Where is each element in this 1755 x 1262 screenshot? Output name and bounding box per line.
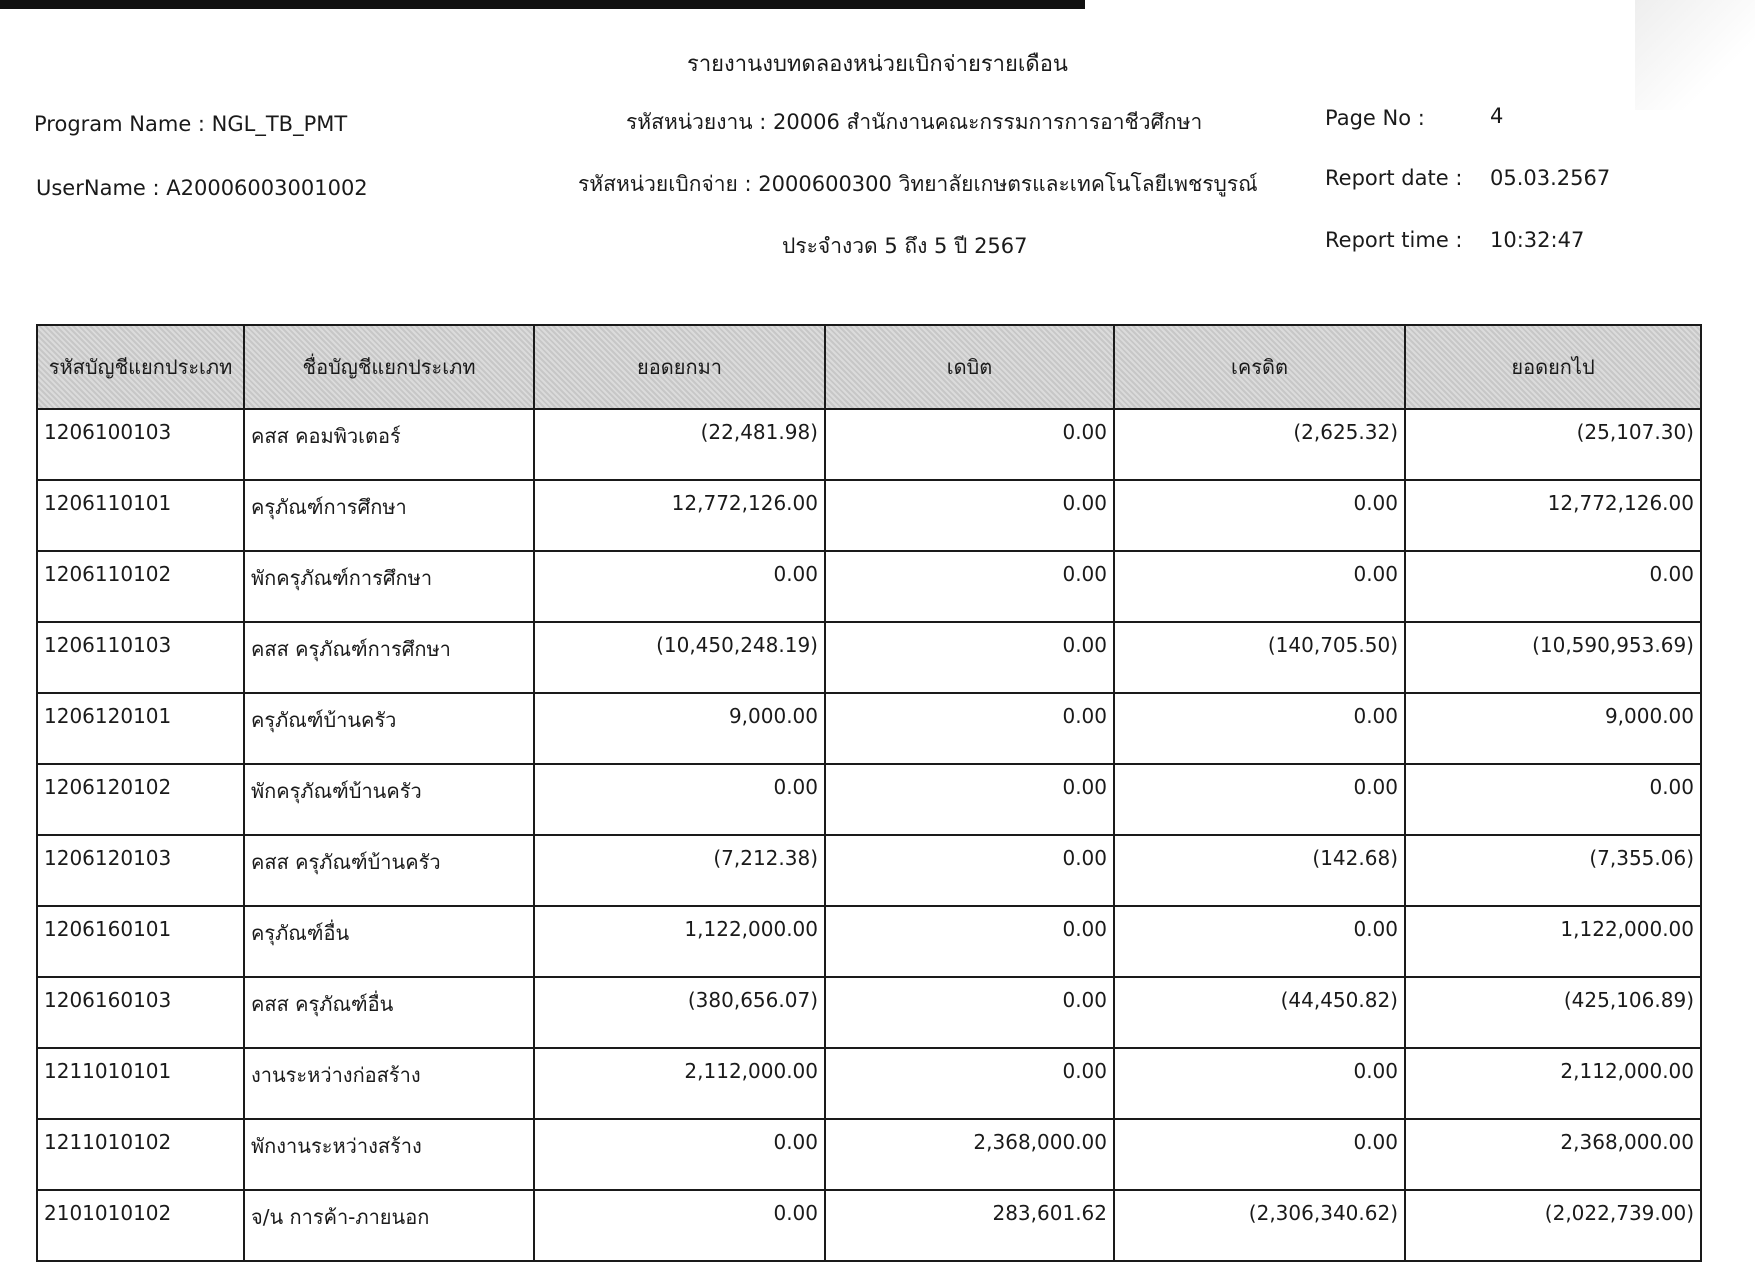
account-code: 2101010102 (37, 1190, 244, 1261)
user-name: UserName : A20006003001002 (36, 176, 368, 200)
debit: 0.00 (825, 409, 1114, 480)
credit: 0.00 (1114, 693, 1405, 764)
page-no-label: Page No : (1325, 106, 1425, 130)
report-date-value: 05.03.2567 (1490, 166, 1611, 190)
credit: (140,705.50) (1114, 622, 1405, 693)
carried-forward: 0.00 (1405, 551, 1701, 622)
debit: 0.00 (825, 835, 1114, 906)
brought-forward: (7,212.38) (534, 835, 825, 906)
table-header-row (37, 325, 1701, 409)
account-code: 1206100103 (37, 409, 244, 480)
brought-forward: 0.00 (534, 1119, 825, 1190)
table-row (37, 764, 1701, 835)
account-code: 1206120102 (37, 764, 244, 835)
debit: 0.00 (825, 977, 1114, 1048)
brought-forward: 1,122,000.00 (534, 906, 825, 977)
credit: 0.00 (1114, 551, 1405, 622)
carried-forward: (10,590,953.69) (1405, 622, 1701, 693)
debit: 2,368,000.00 (825, 1119, 1114, 1190)
carried-forward: (7,355.06) (1405, 835, 1701, 906)
disbursement-line: รหัสหน่วยเบิกจ่าย : 2000600300 วิทยาลัยเกษตรและเทคโนโลยีเพชรบูรณ์ (578, 172, 1258, 196)
brought-forward: (10,450,248.19) (534, 622, 825, 693)
account-code: 1206120101 (37, 693, 244, 764)
agency-line: รหัสหน่วยงาน : 20006 สำนักงานคณะกรรมการการอาชีวศึกษา (626, 110, 1203, 134)
brought-forward: 2,112,000.00 (534, 1048, 825, 1119)
col-header-account-code: รหัสบัญชีแยกประเภท (37, 325, 244, 409)
brought-forward: 12,772,126.00 (534, 480, 825, 551)
program-name: Program Name : NGL_TB_PMT (34, 112, 348, 136)
carried-forward: 2,112,000.00 (1405, 1048, 1701, 1119)
table-row (37, 551, 1701, 622)
table-row (37, 693, 1701, 764)
account-name: พักครุภัณฑ์การศึกษา (244, 551, 534, 622)
account-name: ครุภัณฑ์อื่น (244, 906, 534, 977)
account-name: พักครุภัณฑ์บ้านครัว (244, 764, 534, 835)
account-code: 1206160103 (37, 977, 244, 1048)
credit: (142.68) (1114, 835, 1405, 906)
debit: 0.00 (825, 764, 1114, 835)
account-code: 1206110101 (37, 480, 244, 551)
table-row (37, 977, 1701, 1048)
account-code: 1206110103 (37, 622, 244, 693)
table-row (37, 906, 1701, 977)
debit: 0.00 (825, 1048, 1114, 1119)
account-name: งานระหว่างก่อสร้าง (244, 1048, 534, 1119)
debit: 0.00 (825, 906, 1114, 977)
account-code: 1211010101 (37, 1048, 244, 1119)
account-name: ครุภัณฑ์การศึกษา (244, 480, 534, 551)
page-no-value: 4 (1490, 104, 1504, 128)
credit: 0.00 (1114, 480, 1405, 551)
carried-forward: 0.00 (1405, 764, 1701, 835)
debit: 0.00 (825, 693, 1114, 764)
account-code: 1206110102 (37, 551, 244, 622)
report-date-label: Report date : (1325, 166, 1463, 190)
col-header-credit: เครดิต (1114, 325, 1405, 409)
brought-forward: 0.00 (534, 1190, 825, 1261)
col-header-brought-forward: ยอดยกมา (534, 325, 825, 409)
debit: 0.00 (825, 480, 1114, 551)
carried-forward: (2,022,739.00) (1405, 1190, 1701, 1261)
credit: 0.00 (1114, 906, 1405, 977)
brought-forward: 0.00 (534, 764, 825, 835)
report-time-label: Report time : (1325, 228, 1463, 252)
carried-forward: 2,368,000.00 (1405, 1119, 1701, 1190)
account-name: ครุภัณฑ์บ้านครัว (244, 693, 534, 764)
table-row (37, 1048, 1701, 1119)
account-code: 1206160101 (37, 906, 244, 977)
brought-forward: (380,656.07) (534, 977, 825, 1048)
table-row (37, 480, 1701, 551)
account-name: คสส ครุภัณฑ์อื่น (244, 977, 534, 1048)
credit: 0.00 (1114, 1048, 1405, 1119)
period-line: ประจำงวด 5 ถึง 5 ปี 2567 (782, 234, 1028, 258)
col-header-debit: เดบิต (825, 325, 1114, 409)
scan-edge-bar (0, 0, 1085, 9)
account-name: คสส ครุภัณฑ์บ้านครัว (244, 835, 534, 906)
credit: (44,450.82) (1114, 977, 1405, 1048)
account-name: พักงานระหว่างสร้าง (244, 1119, 534, 1190)
col-header-account-name: ชื่อบัญชีแยกประเภท (244, 325, 534, 409)
debit: 283,601.62 (825, 1190, 1114, 1261)
debit: 0.00 (825, 551, 1114, 622)
report-title: รายงานงบทดลองหน่วยเบิกจ่ายรายเดือน (687, 52, 1068, 77)
report-time-value: 10:32:47 (1490, 228, 1585, 252)
carried-forward: (425,106.89) (1405, 977, 1701, 1048)
credit: 0.00 (1114, 1119, 1405, 1190)
col-header-carried-forward: ยอดยกไป (1405, 325, 1701, 409)
carried-forward: 1,122,000.00 (1405, 906, 1701, 977)
account-name: คสส คอมพิวเตอร์ (244, 409, 534, 480)
account-code: 1211010102 (37, 1119, 244, 1190)
credit: (2,625.32) (1114, 409, 1405, 480)
account-name: จ/น การค้า-ภายนอก (244, 1190, 534, 1261)
table-row (37, 409, 1701, 480)
credit: (2,306,340.62) (1114, 1190, 1405, 1261)
carried-forward: 12,772,126.00 (1405, 480, 1701, 551)
account-code: 1206120103 (37, 835, 244, 906)
brought-forward: 9,000.00 (534, 693, 825, 764)
credit: 0.00 (1114, 764, 1405, 835)
carried-forward: 9,000.00 (1405, 693, 1701, 764)
ledger-table (36, 324, 1702, 1262)
table-row (37, 1119, 1701, 1190)
brought-forward: 0.00 (534, 551, 825, 622)
brought-forward: (22,481.98) (534, 409, 825, 480)
table-row (37, 835, 1701, 906)
account-name: คสส ครุภัณฑ์การศึกษา (244, 622, 534, 693)
debit: 0.00 (825, 622, 1114, 693)
carried-forward: (25,107.30) (1405, 409, 1701, 480)
table-row (37, 622, 1701, 693)
table-row (37, 1190, 1701, 1261)
